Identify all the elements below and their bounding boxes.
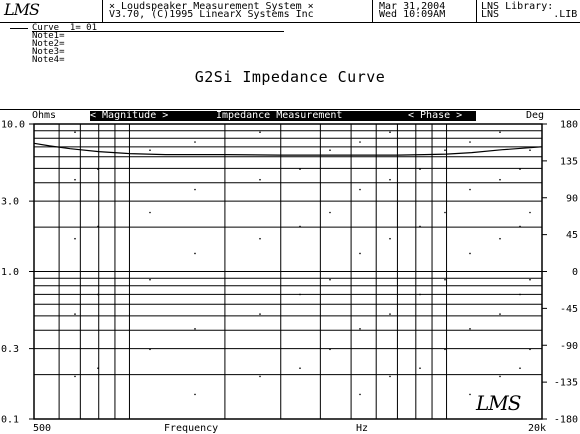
phase-dot (469, 328, 471, 330)
phase-dot (259, 179, 261, 181)
phase-dot (499, 131, 501, 133)
phase-dot (97, 294, 99, 296)
phase-dot (389, 376, 391, 378)
right-tick-label: -135 (553, 377, 578, 389)
phase-dot (499, 376, 501, 378)
phase-dot (299, 226, 301, 228)
phase-dot (97, 168, 99, 170)
phase-dot (469, 253, 471, 255)
phase-dot (259, 313, 261, 315)
phase-dot (419, 294, 421, 296)
phase-dot (194, 328, 196, 330)
phase-dot (97, 367, 99, 369)
phase-dot (329, 279, 331, 281)
lms-logo: LMS (4, 0, 39, 19)
phase-dot (194, 189, 196, 191)
phase-dot (259, 131, 261, 133)
phase-dot (389, 179, 391, 181)
magnitude-label: < Magnitude > (90, 110, 169, 121)
right-tick-label: -45 (559, 303, 578, 315)
phase-dot (444, 349, 446, 351)
phase-dot (499, 238, 501, 240)
left-tick-label: 0.1 (1, 414, 20, 426)
phase-dot (259, 238, 261, 240)
phase-dot (469, 189, 471, 191)
phase-dot (299, 367, 301, 369)
phase-dot (419, 367, 421, 369)
x-unit-label: Hz (356, 423, 369, 434)
phase-dot (329, 212, 331, 214)
plot-lms-logo: LMS (476, 391, 521, 415)
phase-dot (329, 149, 331, 151)
phase-dot (329, 349, 331, 351)
right-tick-label: -90 (559, 340, 578, 352)
phase-dot (299, 168, 301, 170)
left-tick-label: 3.0 (1, 196, 20, 208)
curve-label: Curve 1= 01 (32, 23, 98, 33)
phase-dot (529, 279, 531, 281)
phase-dot (194, 394, 196, 396)
phase-dot (299, 294, 301, 296)
phase-dot (419, 168, 421, 170)
phase-dot (74, 313, 76, 315)
left-tick-label: 0.3 (1, 344, 20, 356)
x-axis-label: Frequency (164, 423, 219, 434)
phase-dot (149, 349, 151, 351)
note2: Note2= (32, 39, 65, 49)
phase-dot (419, 226, 421, 228)
phase-dot (529, 149, 531, 151)
right-tick-label: 180 (559, 119, 578, 131)
left-tick-label: 1.0 (1, 267, 20, 278)
library-label: LNS Library: (481, 1, 554, 12)
phase-dot (97, 226, 99, 228)
left-axis-unit: Ohms (32, 110, 57, 121)
x-end-label: 20k (527, 423, 546, 434)
phase-dot (194, 253, 196, 255)
phase-dot (74, 131, 76, 133)
impedance-line (34, 143, 542, 155)
phase-dot (149, 279, 151, 281)
right-tick-label: -180 (553, 414, 578, 426)
phase-dot (74, 238, 76, 240)
measurement-label: Impedance Measurement (216, 110, 343, 121)
time-text: Wed 10:09AM (379, 9, 446, 20)
phase-dot (74, 179, 76, 181)
note3: Note3= (32, 47, 65, 57)
right-tick-label: 135 (559, 156, 578, 168)
library-name: LNS .LIB (481, 9, 578, 20)
right-axis-unit: Deg (526, 110, 545, 121)
phase-dot (194, 141, 196, 143)
phase-dot (359, 253, 361, 255)
note1: Note1= (32, 31, 65, 41)
phase-dot (529, 212, 531, 214)
phase-dot (519, 226, 521, 228)
right-tick-label: 0 (571, 267, 578, 278)
right-tick-label: 45 (565, 230, 578, 242)
phase-dot (389, 131, 391, 133)
phase-dot (74, 376, 76, 378)
phase-dot (519, 367, 521, 369)
phase-dot (149, 149, 151, 151)
chart-title: G2Si Impedance Curve (194, 68, 386, 86)
phase-dot (359, 189, 361, 191)
right-tick-label: 90 (565, 193, 578, 205)
phase-dot (444, 149, 446, 151)
phase-dot (389, 238, 391, 240)
phase-dot (519, 168, 521, 170)
x-start-label: 500 (33, 423, 52, 434)
phase-dot (149, 212, 151, 214)
phase-dot (529, 349, 531, 351)
phase-dot (359, 328, 361, 330)
system-version: V3.70, (C)1995 LinearX Systems Inc (109, 9, 314, 20)
phase-dot (499, 179, 501, 181)
phase-dot (359, 141, 361, 143)
phase-dot (469, 394, 471, 396)
note4: Note4= (32, 55, 65, 65)
phase-dot (444, 279, 446, 281)
phase-dot (469, 141, 471, 143)
phase-label: < Phase > (408, 110, 463, 121)
phase-dot (444, 212, 446, 214)
phase-dot (519, 294, 521, 296)
system-title: × Loudspeaker Measurement System × (109, 1, 314, 12)
phase-dot (259, 376, 261, 378)
date-text: Mar 31,2004 (379, 1, 446, 12)
phase-dot (359, 394, 361, 396)
left-tick-label: 10.0 (1, 119, 26, 131)
phase-dot (389, 313, 391, 315)
phase-dot (499, 313, 501, 315)
